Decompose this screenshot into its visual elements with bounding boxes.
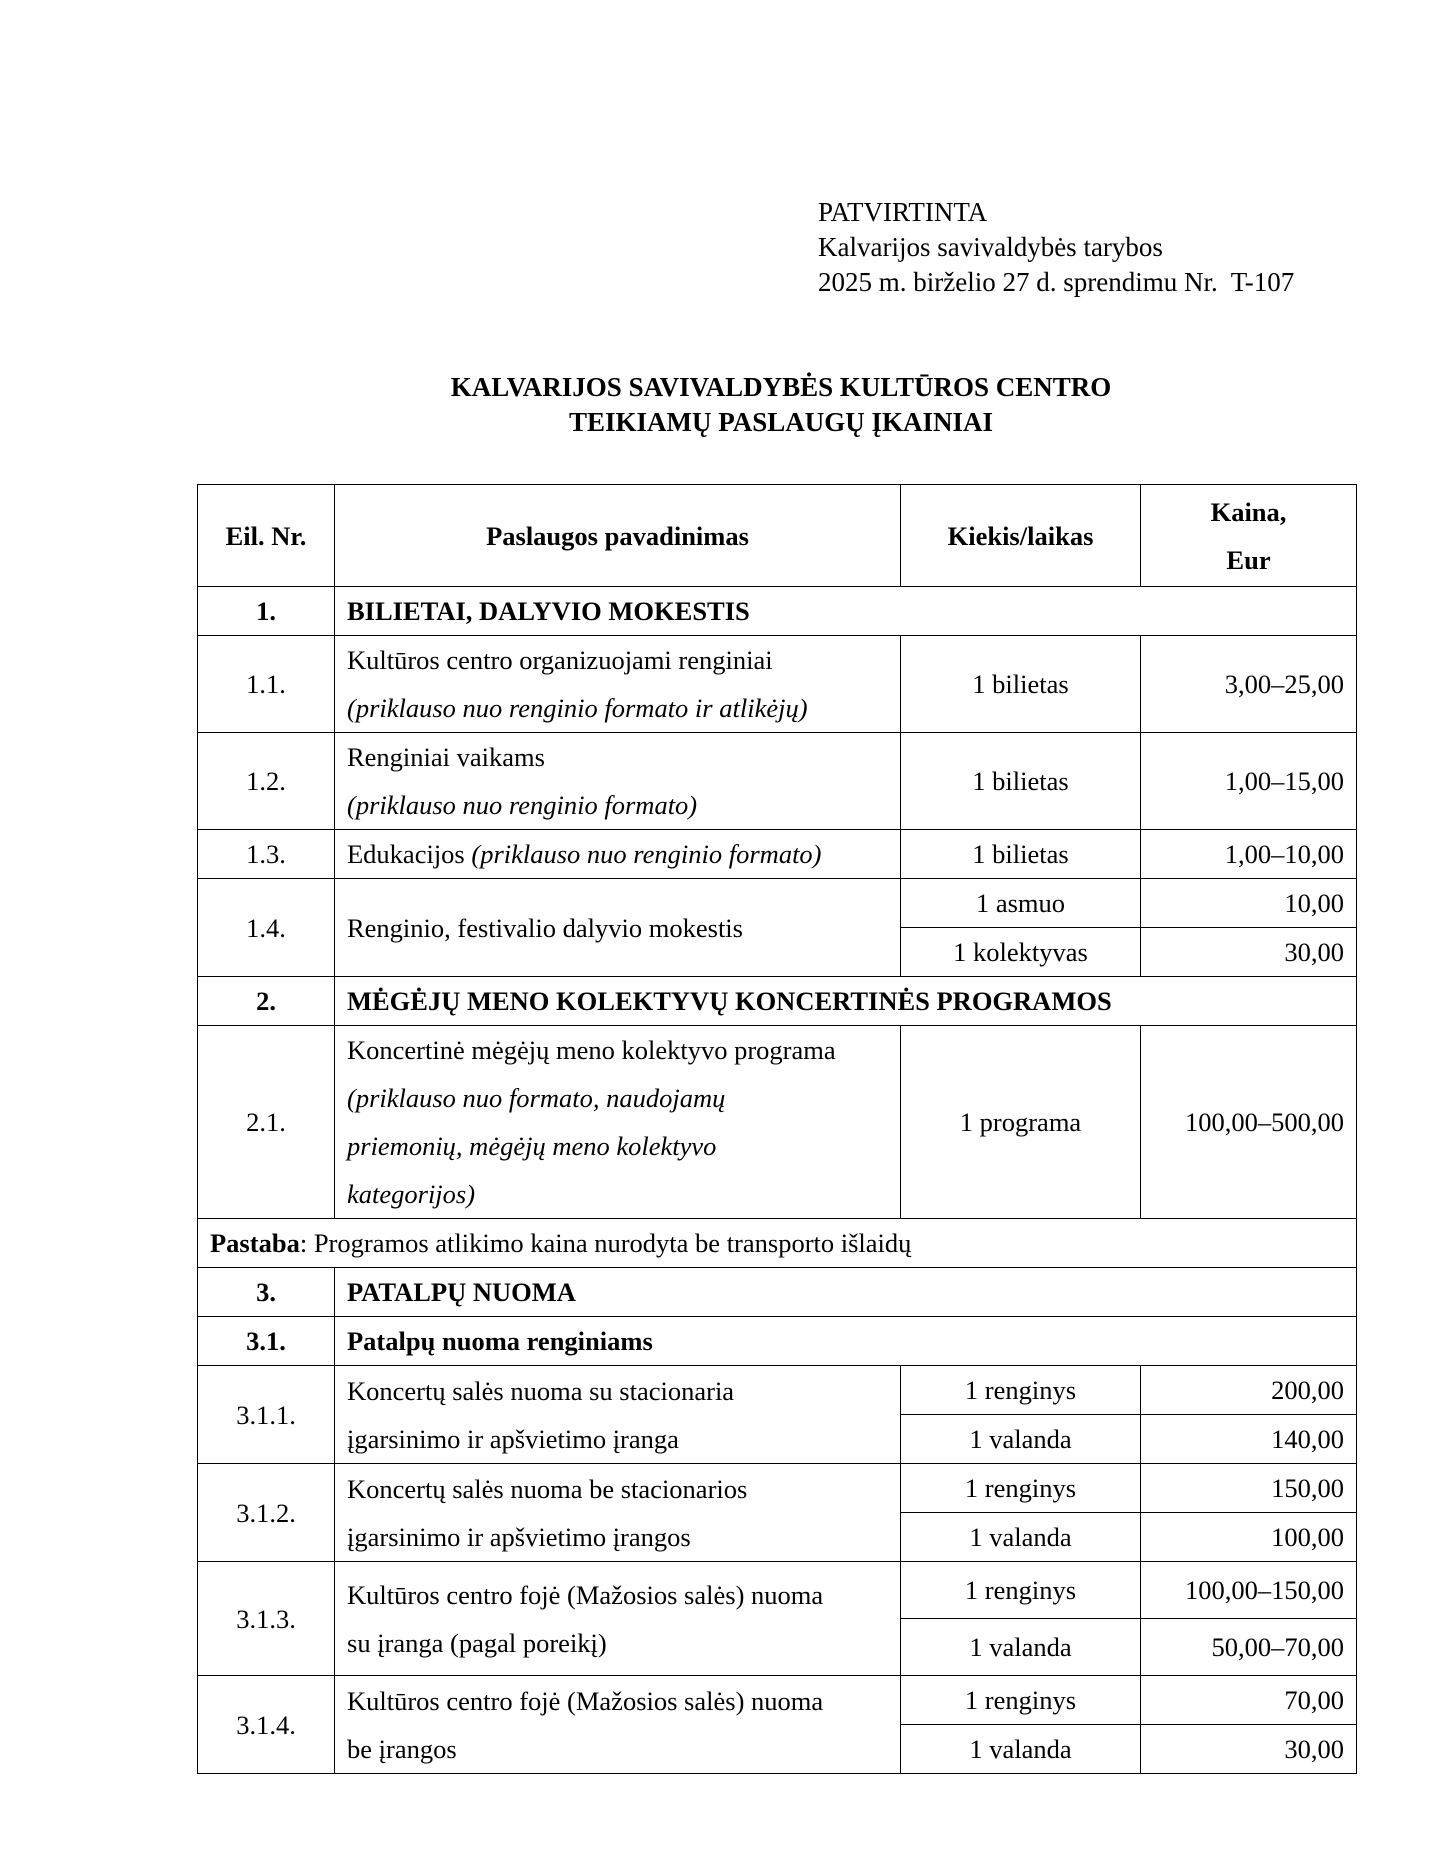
row-name [335,1562,901,1676]
row-name-line-2: įgarsinimo ir apšvietimo įranga [347,1423,679,1454]
section-name: MĖGĖJŲ MENO KOLEKTYVŲ KONCERTINĖS PROGRAMOS [335,977,1357,1026]
row-nr: 3.1.3. [198,1562,335,1676]
approval-line-1: PATVIRTINTA [818,197,988,227]
row-name-main: Koncertinė mėgėjų meno kolektyvo programa [347,1035,836,1065]
row-nr: 1.1. [198,636,335,733]
header-nr: Eil. Nr. [198,485,335,587]
table-header-row [198,485,1357,587]
row-qty: 1 renginys [901,1366,1141,1415]
table-row [198,1562,1357,1619]
row-qty: 1 valanda [901,1725,1141,1774]
row-price: 30,00 [1141,928,1357,977]
row-qty: 1 asmuo [901,879,1141,928]
approval-line-2: Kalvarijos savivaldybės tarybos [818,232,1163,262]
row-qty: 1 renginys [901,1562,1141,1619]
row-name-line-1: Koncertų salės nuoma be stacionarios [347,1473,748,1504]
row-name [335,733,901,830]
note-cell [198,1219,1357,1268]
table-row [198,1464,1357,1513]
approval-block [818,195,1294,300]
price-table [197,484,1357,1774]
table-row [198,1676,1357,1725]
row-qty: 1 bilietas [901,830,1141,879]
header-price-line-2: Eur [1226,544,1271,575]
title-line-1: KALVARIJOS SAVIVALDYBĖS KULTŪROS CENTRO [450,372,1112,402]
row-qty: 1 renginys [901,1464,1141,1513]
row-price: 70,00 [1141,1676,1357,1725]
table-row [198,636,1357,733]
header-name: Paslaugos pavadinimas [335,485,901,587]
approval-line-3: 2025 m. birželio 27 d. sprendimu Nr. T-107 [818,267,1295,297]
row-qty: 1 programa [901,1026,1141,1219]
table-row [198,1366,1357,1415]
section-nr: 2. [198,977,335,1026]
note-label: Pastaba [210,1228,300,1258]
row-nr: 3.1.2. [198,1464,335,1562]
section-nr: 3. [198,1268,335,1317]
subsection-row-3-1 [198,1317,1357,1366]
row-price: 150,00 [1141,1464,1357,1513]
section-nr: 1. [198,587,335,636]
row-price: 1,00–10,00 [1141,830,1357,879]
row-name [335,830,901,879]
row-name-note-1: (priklauso nuo formato, naudojamų [347,1083,726,1113]
row-qty: 1 valanda [901,1415,1141,1464]
section-row-3 [198,1268,1357,1317]
document-title [0,370,1440,440]
row-nr: 1.3. [198,830,335,879]
row-nr: 1.4. [198,879,335,977]
table-row [198,830,1357,879]
section-name: Patalpų nuoma renginiams [335,1317,1357,1366]
section-row-2 [198,977,1357,1026]
row-name-line-1: Kultūros centro fojė (Mažosios salės) nuoma [347,1579,824,1610]
row-price: 3,00–25,00 [1141,636,1357,733]
row-name-note: (priklauso nuo renginio formato) [471,839,822,869]
table-row [198,1026,1357,1219]
row-price: 50,00–70,00 [1141,1619,1357,1676]
section-name: PATALPŲ NUOMA [335,1268,1357,1317]
row-name-note: (priklauso nuo renginio formato) [347,790,698,820]
row-price: 200,00 [1141,1366,1357,1415]
row-qty: 1 bilietas [901,733,1141,830]
row-price: 100,00 [1141,1513,1357,1562]
section-nr: 3.1. [198,1317,335,1366]
row-name-main: Kultūros centro organizuojami renginiai [347,645,773,675]
row-nr: 1.2. [198,733,335,830]
row-name [335,1366,901,1464]
row-name [335,1464,901,1562]
row-nr: 3.1.1. [198,1366,335,1464]
row-price: 1,00–15,00 [1141,733,1357,830]
header-qty: Kiekis/laikas [901,485,1141,587]
table-row [198,733,1357,830]
row-price: 10,00 [1141,879,1357,928]
row-name-line-2: įgarsinimo ir apšvietimo įrangos [347,1521,691,1552]
note-text: : Programos atlikimo kaina nurodyta be transporto išlaidų [299,1228,912,1258]
row-price: 100,00–150,00 [1141,1562,1357,1619]
row-name-main: Renginiai vaikams [347,742,545,772]
row-qty: 1 valanda [901,1513,1141,1562]
row-nr: 3.1.4. [198,1676,335,1774]
row-qty: 1 valanda [901,1619,1141,1676]
row-name [335,636,901,733]
section-name: BILIETAI, DALYVIO MOKESTIS [335,587,1357,636]
title-line-2: TEIKIAMŲ PASLAUGŲ ĮKAINIAI [568,407,994,437]
row-nr: 2.1. [198,1026,335,1219]
row-price: 30,00 [1141,1725,1357,1774]
row-price: 100,00–500,00 [1141,1026,1357,1219]
row-price: 140,00 [1141,1415,1357,1464]
row-name-note-2: priemonių, mėgėjų meno kolektyvo [347,1131,717,1161]
row-name-line-2: be įrangos [347,1733,457,1764]
row-name [335,1026,901,1219]
row-qty: 1 bilietas [901,636,1141,733]
table-row [198,879,1357,928]
row-name-note-3: kategorijos) [347,1179,476,1209]
row-name-main: Edukacijos [347,839,465,869]
row-name [335,1676,901,1774]
header-price-line-1: Kaina, [1210,496,1287,527]
row-qty: 1 kolektyvas [901,928,1141,977]
row-name: Renginio, festivalio dalyvio mokestis [335,879,901,977]
row-name-line-2: su įranga (pagal poreikį) [347,1627,607,1658]
row-name-line-1: Koncertų salės nuoma su stacionaria [347,1375,735,1406]
row-name-note: (priklauso nuo renginio formato ir atlikėjų) [347,693,808,723]
header-price [1141,485,1357,587]
section-row-1 [198,587,1357,636]
note-row [198,1219,1357,1268]
row-qty: 1 renginys [901,1676,1141,1725]
row-name-line-1: Kultūros centro fojė (Mažosios salės) nuoma [347,1685,824,1716]
